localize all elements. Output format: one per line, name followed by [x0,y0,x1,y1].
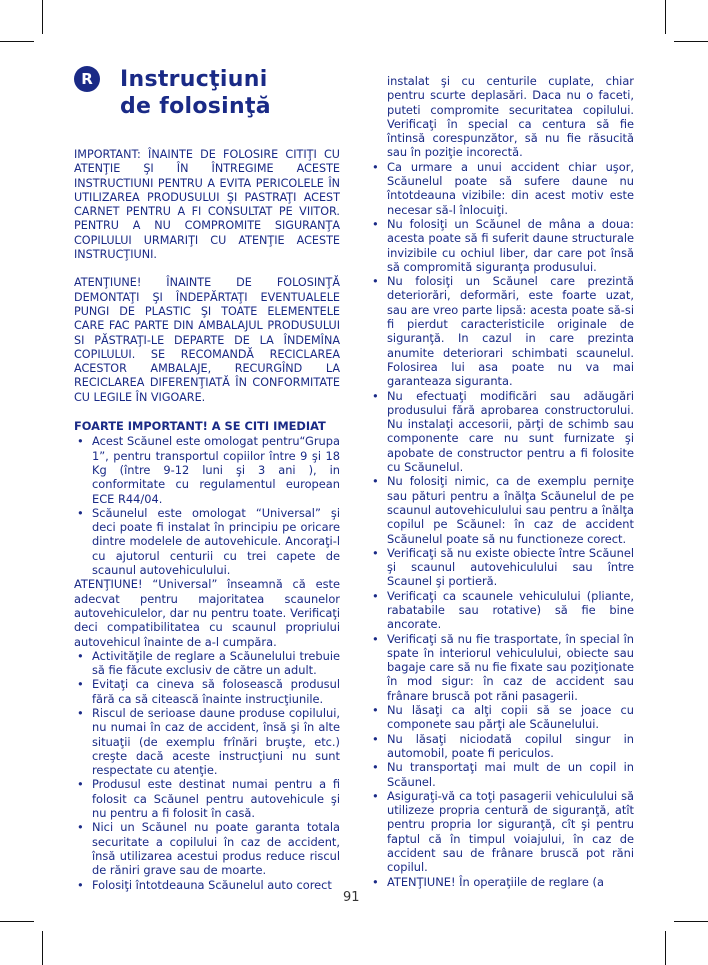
list-item: • Nu lăsaţi niciodată copilul singur in automobil, poate fi periculos. [369,732,634,761]
list-item: • Evitaţi ca cineva să folosească produsul fără ca să citească înainte instrucţiunile. [74,677,340,706]
list-item: • Nu lăsaţi ca alţi copii să se joace cu componete sau părţi ale Scăunelului. [369,703,634,732]
universal-paragraph: ATENŢIUNE! “Universal” înseamnă că este adecvat pentru majoritatea scaunelor autovehiculelor, dar nu pentru toate. Verificaţi deci compatibilitatea cu scaunul propriului autovehicul înainte de a-l cumpăra. [74,577,340,649]
list-item: • Riscul de serioase daune produse copilului, nu numai în caz de accident, însă şi în alte situaţii (de exemplu frînări bruşte, etc.) creşte dacă aceste instrucţiuni nu sunt respectate cu atenţie. [74,706,340,777]
list-item: • Nu transportaţi mai mult de un copil in Scăunel. [369,760,634,789]
right-column [369,74,634,889]
list-item: • Nu folosiţi un Scăunel care prezintă deteriorări, deformări, este foarte uzat, sau are vreo parte lipsă: acesta poate să-si fi pierdut caracteristicile originale de siguranţă. In cazul in care prezinta anumite deteriorari schimbati scaunelul. Folosirea lui asa poate nu va mai garanteaza siguranta. [369,274,634,388]
attention-paragraph: ATENŢIUNE! ÎNAINTE DE FOLOSINŢĂ DEMONTAŢI ŞI ÎNDEPĂRTAŢI EVENTUALELE PUNGI DE PLASTIC ŞI TOATE ELEMENTELE CARE FAC PARTE DIN AMBALAJUL PRODUSULUI SI PĂSTRAŢI-LE DEPARTE DE LA ÎNDEMÎNA COPILULUI. SE RECOMANDĂ RECICLAREA ACESTOR AMBALAJE, RECURGÎND LA RECICLAREA DIFERENŢIATĂ ÎN CONFORMITATE CU LEGILE ÎN VIGOARE. [74,276,340,404]
important-paragraph: IMPORTANT: ÎNAINTE DE FOLOSIRE CITIŢI CU ATENŢIE ŞI ÎN ÎNTREGIME ACESTE INSTRUCTIUNI PENTRU A EVITA PERICOLELE ÎN UTILIZAREA PRODUSULUI ŞI PASTRAŢI ACEST CARNET PENTRU A FI CONSULTAT PE VIITOR. PENTRU A NU COMPROMITE SIGURANŢA COPILULUI URMARIŢI CU ATENŢIE ACESTE INSTRUCŢIUNI. [74,148,340,262]
list-item: • Nu efectuaţi modificări sau adăugări produsului fără aprobarea constructorului. Nu instalaţi accesorii, părţi de schimb sau componente care nu sunt furnizate şi apobate de constructor pentru a fi folosite cu Scăunelul. [369,389,634,475]
list-item: • ATENŢIUNE! În operaţiile de reglare (a [369,875,634,889]
crop-mark [42,0,43,34]
crop-mark [665,0,666,34]
crop-mark [665,931,666,965]
list-item: • Acest Scăunel este omologat pentru“Grupa 1”, pentru transportul copiilor între 9 şi 18 Kg (între 9-12 luni şi 3 ani ), in conformitate cu regulamentul european ECE R44/04. [74,434,340,505]
list-item: • Ca urmare a unui accident chiar uşor, Scăunelul poate să sufere daune nu întotdeauna vizibile: din acest motiv este necesar să-l înlocuiţi. [369,160,634,217]
crop-mark [42,931,43,965]
bullet-list [74,434,340,577]
list-item: • Nici un Scăunel nu poate garanta totala securitate a copilului în caz de accident, însă utilizarea acestui produs reduce riscul de răniri grave sau de moarte. [74,820,340,877]
crop-mark [674,921,708,922]
list-item: • Activităţile de reglare a Scăunelului trebuie să fie făcute exclusiv de către un adult. [74,649,340,678]
list-item: • Scăunelul este omologat “Universal” şi deci poate fi instalat în principiu pe oricare dintre modelele de autovehicule. Ancoraţi-l cu ajutorul centurii cu trei capete de scaunul autovehiculului. [74,506,340,577]
title-line-2: de folosinţă [120,94,271,119]
left-column [74,148,340,892]
crop-mark [674,41,708,42]
bullet-list [74,649,340,892]
page-number: 91 [343,890,360,905]
crop-mark [0,41,34,42]
list-item: • Verificaţi să nu existe obiecte între Scăunel şi scaunul autovehiculului sau între Scaunel şi portieră. [369,546,634,589]
list-item: • Nu folosiţi nimic, ca de exemplu perniţe sau pături pentru a înălţa Scăunelul de pe scaunul autovehiculului sau pentru a înălţa copilul pe Scăunel: în caz de accident Scăunelul poate să nu functioneze corect. [369,474,634,545]
continuation-paragraph: instalat şi cu centurile cuplate, chiar pentru scurte deplasări. Daca nu o faceti, puteti compromite securitatea copilului. Verificaţi în special ca centura să fie întinsă corespunzător, să nu fie răsucită sau în poziţie incorectă. [387,74,634,160]
language-badge: R [74,66,100,92]
list-item: • Folosiţi întotdeauna Scăunelul auto corect [74,878,340,892]
list-item: • Nu folosiţi un Scăunel de mâna a doua: acesta poate să fi suferit daune structurale invizibile cu ochiul liber, dar care pot însă să compromită siguranţa produsului. [369,217,634,274]
list-item: • Verificaţi ca scaunele vehiculului (pliante, rabatabile sau rotative) să fie bine ancorate. [369,589,634,632]
title-line-1: Instrucţiuni [120,67,268,92]
list-item: • Produsul este destinat numai pentru a fi folosit ca Scăunel pentru autovehicule şi nu pentru a fi folosit în casă. [74,777,340,820]
bullet-list [369,160,634,889]
crop-mark [0,921,34,922]
list-item: • Verificaţi să nu fie trasportate, în special în spate în interiorul vehiculului, obiecte sau bagaje care să nu fie fixate sau poziţionate în mod sigur: în caz de accident sau frânare bruscă pot răni pasagerii. [369,632,634,703]
page-title [120,66,271,120]
list-item: • Asiguraţi-vă ca toţi pasagerii vehiculului să utilizeze propria centură de siguranţă, atît pentru propria lor siguranţă, cît şi pentru faptul că în timpul voiajului, în caz de accident sau de frânare bruscă pot răni copilul. [369,789,634,875]
section-heading: FOARTE IMPORTANT! A SE CITI IMEDIAT [74,419,326,434]
